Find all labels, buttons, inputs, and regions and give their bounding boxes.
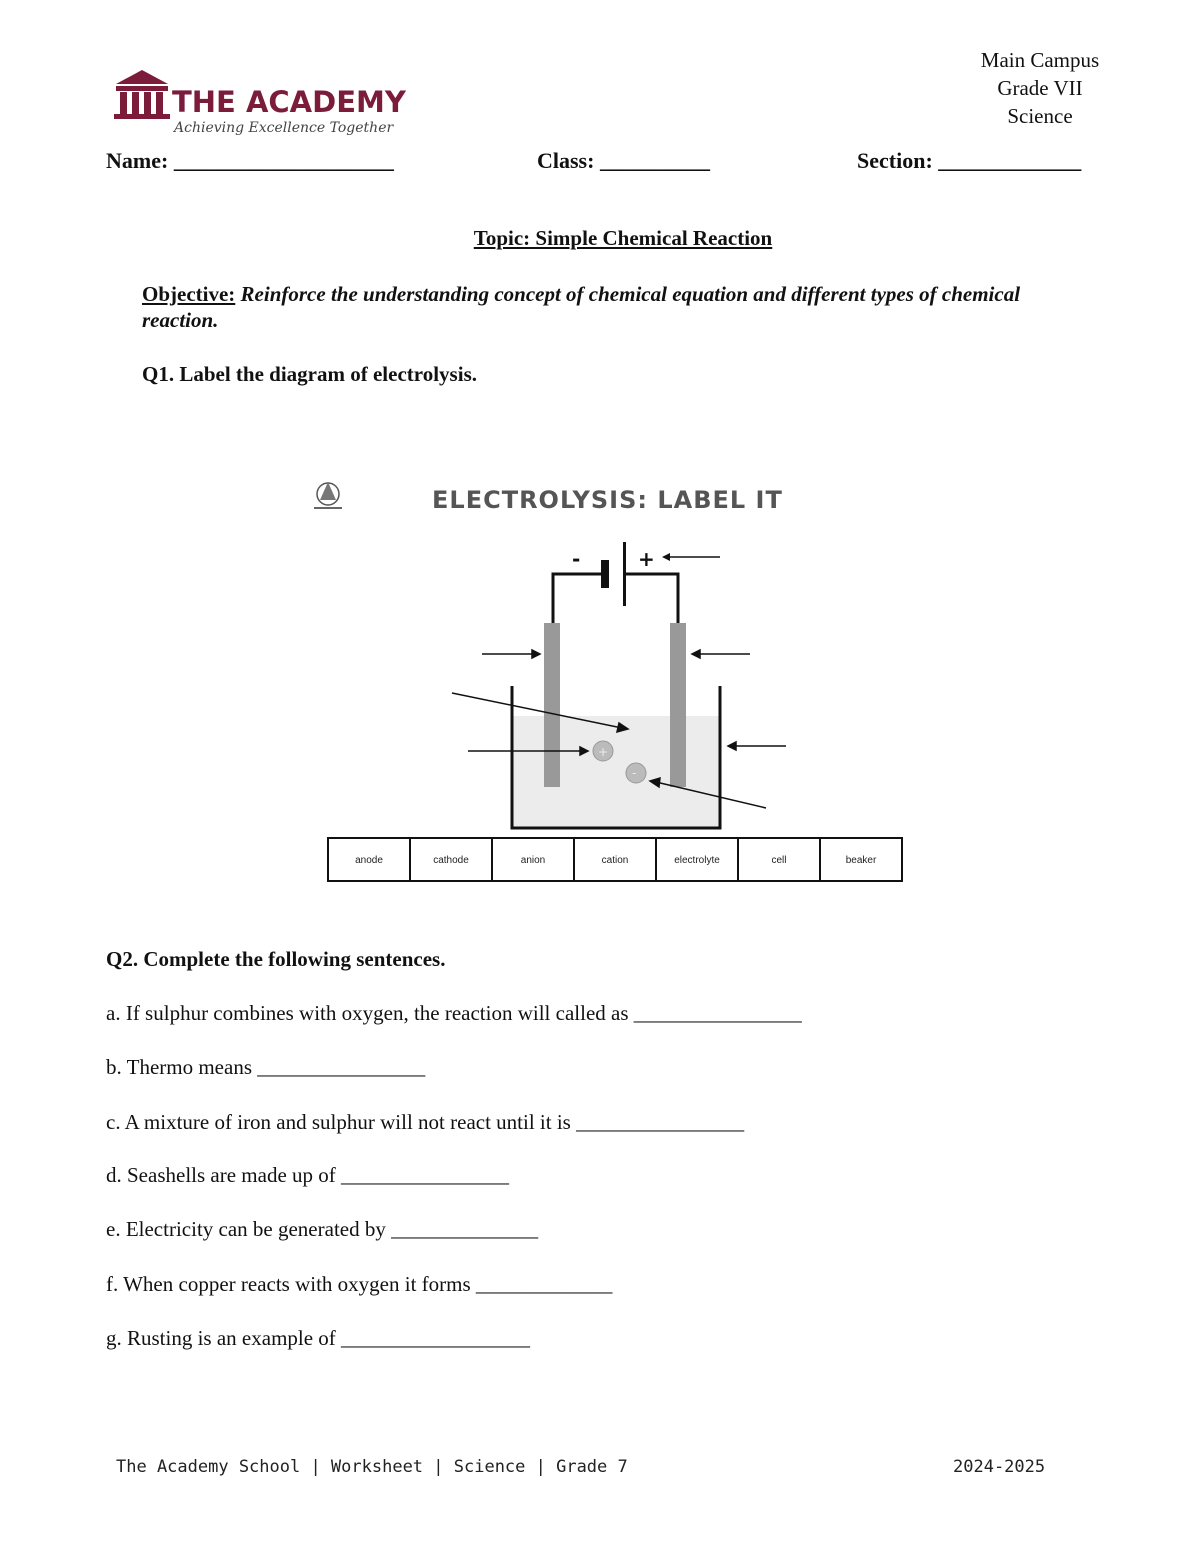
electrolysis-diagram <box>300 468 950 888</box>
word-bank-cell: anion <box>520 855 546 866</box>
word-bank-cell: cathode <box>433 855 469 866</box>
word-bank-cell: anode <box>355 855 383 866</box>
section-field[interactable] <box>857 148 1081 174</box>
section-label: Section: <box>857 148 933 173</box>
name-field[interactable] <box>106 148 394 174</box>
sentence-b[interactable]: b. Thermo means ________________ <box>106 1055 426 1079</box>
class-field[interactable] <box>537 148 710 174</box>
academy-logo <box>112 66 412 136</box>
electrolysis-svg <box>300 468 950 888</box>
objective-text: Reinforce the understanding concept of chemical equation and different types of chemical reaction. <box>142 282 1021 332</box>
footer-right: 2024-2025 <box>953 1457 1046 1477</box>
q1-prompt: Q1. Label the diagram of electrolysis. <box>142 362 477 386</box>
school-emblem-icon <box>314 482 342 508</box>
topic-heading: Topic: Simple Chemical Reaction <box>473 226 773 250</box>
wire-right <box>626 574 678 626</box>
anion-sign: - <box>632 766 637 780</box>
grade-line: Grade VII <box>997 76 1083 100</box>
building-icon <box>114 70 170 119</box>
q2-prompt: Q2. Complete the following sentences. <box>106 947 446 971</box>
logo-tagline: Achieving Excellence Together <box>174 120 394 136</box>
word-bank-cell: cation <box>601 855 629 866</box>
word-bank-cell: cell <box>771 855 787 866</box>
footer-left: The Academy School | Worksheet | Science | Grade 7 <box>116 1457 628 1477</box>
logo-wordmark: THE ACADEMY <box>172 85 406 119</box>
campus-info <box>940 46 1140 130</box>
sentence-f[interactable]: f. When copper reacts with oxygen it forms _____________ <box>106 1272 613 1296</box>
sentence-d[interactable]: d. Seashells are made up of ________________ <box>106 1163 510 1187</box>
name-blank[interactable]: ____________________ <box>173 148 394 173</box>
subject-line: Science <box>1007 104 1073 128</box>
word-bank-cell: electrolyte <box>674 855 720 866</box>
wire-left <box>553 574 602 626</box>
name-label: Name: <box>106 148 169 173</box>
electrolyte-solution <box>512 716 720 828</box>
sentence-c[interactable]: c. A mixture of iron and sulphur will not react until it is ________________ <box>106 1110 745 1134</box>
class-label: Class: <box>537 148 595 173</box>
class-blank[interactable]: __________ <box>599 148 710 173</box>
sentence-a[interactable]: a. If sulphur combines with oxygen, the reaction will called as ________________ <box>106 1001 802 1025</box>
objective-label: Objective: <box>142 282 236 306</box>
sentence-g[interactable]: g. Rusting is an example of __________________ <box>106 1326 531 1350</box>
objective <box>142 281 1072 333</box>
right-electrode <box>670 623 686 787</box>
battery-negative-plate <box>601 560 609 588</box>
academy-logo-graphic <box>112 66 412 136</box>
campus-line: Main Campus <box>980 48 1100 72</box>
battery-positive-plate <box>623 542 626 606</box>
diagram-title: ELECTROLYSIS: LABEL IT <box>432 486 783 514</box>
word-bank-cell: beaker <box>845 855 877 866</box>
minus-sign: - <box>572 547 581 571</box>
left-electrode <box>544 623 560 787</box>
plus-sign: + <box>638 547 655 571</box>
word-bank-table <box>328 838 902 881</box>
cation-sign: + <box>598 745 609 759</box>
sentence-e[interactable]: e. Electricity can be generated by ______________ <box>106 1217 539 1241</box>
section-blank[interactable]: _____________ <box>938 148 1082 173</box>
